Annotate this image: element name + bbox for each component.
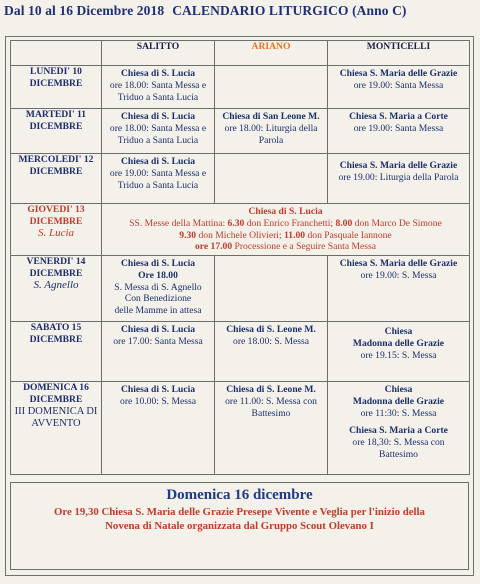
schedule-line: ore 18.00: Santa Messa e [109, 79, 207, 91]
cell-salitto [102, 256, 215, 322]
schedule-line: Battesimo [251, 407, 291, 419]
cell-ariano [215, 154, 328, 204]
schedule-line: ore 19.15: S. Messa [360, 349, 437, 361]
church-name: Chiesa [384, 326, 413, 337]
schedule-line: ore 11:30: S. Messa [360, 407, 437, 419]
schedule-line: ore 18,30: S. Messa con [352, 437, 445, 449]
day-saint: S. Lucia [37, 226, 75, 239]
cell-salitto [102, 154, 215, 204]
day-label [11, 204, 102, 256]
footer-notice [10, 482, 469, 570]
cell-monticelli [328, 322, 470, 382]
date-range: Dal 10 al 16 Dicembre 2018 [4, 3, 165, 18]
schedule-line: ore 10.00: S. Messa [120, 395, 196, 407]
church-name: Chiesa S. Maria delle Grazie [339, 68, 458, 79]
schedule-line: delle Mamme in attesa [114, 305, 202, 317]
church-name: Madonna delle Grazie [352, 337, 445, 349]
cell-salitto [102, 322, 215, 382]
schedule-line: ore 18.00: S. Messa [233, 335, 309, 347]
page-title [4, 3, 478, 19]
schedule-line: ore 19.00: Liturgia della Parola [338, 171, 459, 183]
cell-salitto [102, 109, 215, 154]
day-liturgical-note: III DOMENICA DI AVVENTO [14, 405, 98, 429]
schedule-line: ore 17.00 Processione e a Seguire Santa Messa [195, 241, 376, 253]
cell-ariano [215, 256, 328, 322]
cell-ariano [215, 322, 328, 382]
calendar-title: CALENDARIO LITURGICO (Anno C) [172, 3, 407, 18]
calendar-table [10, 40, 470, 475]
schedule-line: ore 19.00: Santa Messa [353, 122, 444, 134]
church-name: Madonna delle Grazie [352, 395, 445, 407]
table-row [11, 109, 470, 154]
column-header-monticelli: MONTICELLI [328, 41, 470, 66]
day-saint: S. Agnello [33, 278, 79, 291]
church-name: Chiesa S. Maria delle Grazie [339, 258, 458, 269]
church-name: Chiesa di S. Lucia [120, 156, 196, 167]
schedule-line: Triduo a Santa Lucia [117, 134, 199, 146]
church-name: Chiesa S. Maria a Corte [349, 425, 448, 437]
church-name: Chiesa S. Maria delle Grazie [339, 160, 458, 171]
schedule-line: ore 19.00: Santa Messa e [109, 167, 207, 179]
schedule-line: Triduo a Santa Lucia [117, 91, 199, 103]
column-header-salitto: SALITTO [102, 41, 215, 66]
day-label [11, 382, 102, 475]
corner-cell [11, 41, 102, 66]
schedule-line: ore 19.00: Santa Messa [353, 79, 444, 91]
cell-monticelli [328, 256, 470, 322]
header-row [11, 41, 470, 66]
cell-special-santa-lucia [102, 204, 470, 256]
schedule-line: Con Benedizione [124, 293, 192, 305]
cell-salitto [102, 382, 215, 475]
table-row [11, 66, 470, 109]
schedule-line: ore 18.00: Santa Messa e [109, 122, 207, 134]
cell-ariano [215, 66, 328, 109]
schedule-line: ore 18.00: Liturgia della Parola [224, 122, 318, 146]
schedule-line: SS. Messe della Mattina: 6.30 don Enrico Franchetti; 8.00 don Marco De Simone [129, 217, 442, 229]
schedule-line: ore 17.00: Santa Messa [113, 335, 203, 347]
schedule-line: ore 19.00: S. Messa [360, 269, 437, 281]
table-row [11, 204, 470, 256]
cell-monticelli [328, 154, 470, 204]
church-name: Chiesa di S. Leone M. [226, 324, 316, 335]
footer-line: Novena di Natale organizzata dal Gruppo Scout Olevano I [105, 519, 374, 532]
table-row [11, 322, 470, 382]
church-name: Chiesa [384, 384, 413, 395]
column-header-ariano: ARIANO [215, 41, 328, 66]
day-label: LUNEDI' 10 DICEMBRE [11, 66, 102, 109]
church-name: Chiesa di S. Lucia [120, 324, 196, 335]
church-name: Chiesa di San Leone M. [222, 111, 320, 122]
table-row [11, 154, 470, 204]
footer-title: Domenica 16 dicembre [166, 487, 313, 503]
day-label: MARTEDI' 11 DICEMBRE [11, 109, 102, 154]
schedule-line: ore 11.00: S. Messa con [225, 395, 317, 407]
schedule-line: Battesimo [379, 448, 418, 460]
cell-ariano [215, 382, 328, 475]
church-name: Chiesa di S. Leone M. [226, 384, 316, 395]
church-name: Chiesa S. Maria a Corte [349, 111, 448, 122]
cell-monticelli [328, 66, 470, 109]
schedule-time: Ore 18.00 [138, 269, 178, 281]
day-name: VENERDI' 14 DICEMBRE [26, 256, 86, 279]
footer-line: Ore 19,30 Chiesa S. Maria delle Grazie Presepe Vivente e Veglia per l'inizio della [54, 506, 425, 518]
schedule-line: Triduo a Santa Lucia [117, 179, 199, 191]
church-name: Chiesa di S. Lucia [120, 258, 196, 269]
cell-monticelli [328, 109, 470, 154]
schedule-line: S. Messa di S. Agnello [114, 281, 202, 293]
church-name: Chiesa di S. Lucia [120, 111, 196, 122]
church-name: Chiesa di S. Lucia [120, 384, 196, 395]
schedule-line: 9.30 don Michele Olivieri; 11.00 don Pasquale Iannone [179, 229, 392, 241]
cell-salitto [102, 66, 215, 109]
cell-ariano [215, 109, 328, 154]
church-name: Chiesa di S. Lucia [120, 68, 196, 79]
cell-monticelli [328, 382, 470, 475]
day-label: SABATO 15 DICEMBRE [11, 322, 102, 382]
day-label [11, 256, 102, 322]
day-name: DOMENICA 16 DICEMBRE [23, 382, 89, 405]
day-name: GIOVEDI' 13 DICEMBRE [27, 204, 85, 227]
day-label: MERCOLEDI' 12 DICEMBRE [11, 154, 102, 204]
footer-text [11, 506, 468, 533]
table-row [11, 382, 470, 475]
church-name: Chiesa di S. Lucia [248, 206, 323, 217]
table-row [11, 256, 470, 322]
